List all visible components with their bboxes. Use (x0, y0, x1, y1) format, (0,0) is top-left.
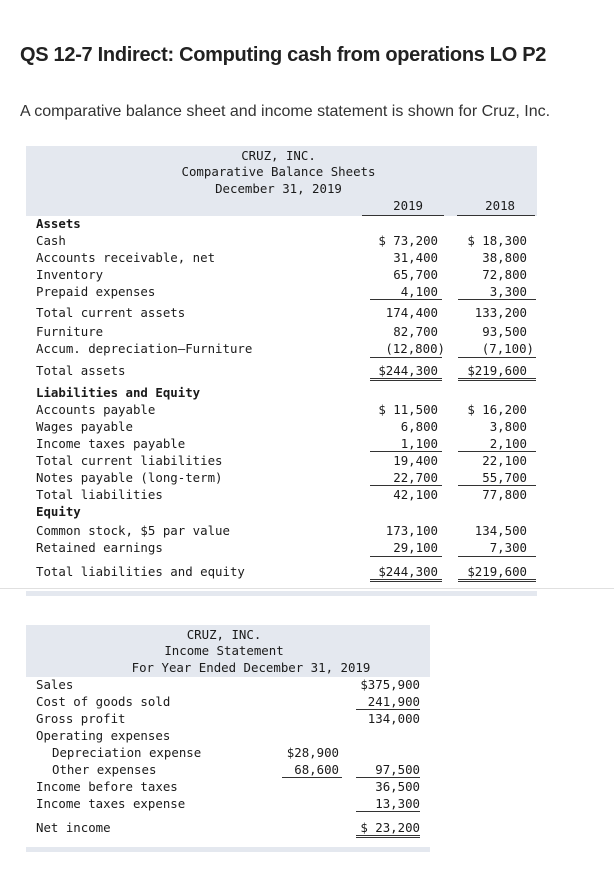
row-value-2019: 82,700 (393, 324, 438, 339)
intro-text: A comparative balance sheet and income statement is shown for Cruz, Inc. (20, 103, 551, 120)
row-label: Total assets (36, 363, 126, 378)
row-value-2018: $ 16,200 (467, 402, 527, 417)
is-other-value: 68,600 (294, 762, 339, 777)
row-label: Accounts payable (36, 402, 156, 417)
is-sales-value: $375,900 (360, 677, 420, 692)
row-value-2018: (7,100) (481, 341, 534, 356)
is-period: For Year Ended December 31, 2019 (131, 660, 371, 675)
row-value-2019: $244,300 (378, 564, 438, 579)
is-net-value: $ 23,200 (360, 820, 420, 835)
row-label: Total current liabilities (36, 453, 223, 468)
row-label: Common stock, $5 par value (36, 523, 230, 538)
row-label: Income taxes payable (36, 436, 186, 451)
row-value-2019: 42,100 (393, 487, 438, 502)
row-label: Retained earnings (36, 540, 163, 555)
row-label: Accounts receivable, net (36, 250, 216, 265)
is-sales-label: Sales (36, 677, 74, 692)
row-value-2019: 173,100 (385, 523, 438, 538)
is-statement-name: Income Statement (164, 643, 284, 658)
is-gross-label: Gross profit (36, 711, 126, 726)
is-pretax-value: 36,500 (375, 779, 420, 794)
row-value-2018: 2,100 (489, 436, 527, 451)
row-value-2018: 134,500 (474, 523, 527, 538)
row-value-2018: 3,300 (489, 284, 527, 299)
row-value-2019: $244,300 (378, 363, 438, 378)
row-value-2019: 19,400 (393, 453, 438, 468)
row-label: Notes payable (long-term) (36, 470, 223, 485)
row-value-2019: 29,100 (393, 540, 438, 555)
row-value-2018: $219,600 (467, 363, 527, 378)
row-label: Total current assets (36, 305, 186, 320)
row-value-2018: $ 18,300 (467, 233, 527, 248)
row-value-2018: 55,700 (482, 470, 527, 485)
is-opex-total: 97,500 (375, 762, 420, 777)
is-opex-heading: Operating expenses (36, 728, 171, 743)
row-value-2019: 65,700 (393, 267, 438, 282)
row-value-2019: $ 11,500 (378, 402, 438, 417)
row-value-2019: 4,100 (400, 284, 438, 299)
row-value-2018: 3,800 (489, 419, 527, 434)
row-label: Cash (36, 233, 66, 248)
bs-company: CRUZ, INC. (241, 148, 316, 163)
row-value-2019: 174,400 (385, 305, 438, 320)
row-value-2018: 77,800 (482, 487, 527, 502)
row-label: Furniture (36, 324, 104, 339)
section-divider (0, 588, 614, 589)
row-value-2018: 93,500 (482, 324, 527, 339)
balance-sheet (26, 146, 537, 598)
is-net-label: Net income (36, 820, 111, 835)
is-gross-value: 134,000 (367, 711, 420, 726)
row-value-2019: (12,800) (385, 341, 445, 356)
col-header-2019: 2019 (393, 198, 423, 213)
row-value-2019: $ 73,200 (378, 233, 438, 248)
row-value-2018: 22,100 (482, 453, 527, 468)
equity-heading: Equity (36, 504, 81, 519)
row-value-2018: 38,800 (482, 250, 527, 265)
page-title: QS 12-7 Indirect: Computing cash from operations LO P2 (20, 44, 547, 66)
col-header-2018: 2018 (485, 198, 515, 213)
row-value-2018: 133,200 (474, 305, 527, 320)
row-value-2019: 31,400 (393, 250, 438, 265)
is-depreciation-label: Depreciation expense (52, 745, 202, 760)
is-depreciation-value: $28,900 (286, 745, 339, 760)
is-tax-value: 13,300 (375, 796, 420, 811)
is-cogs-value: 241,900 (367, 694, 420, 709)
row-value-2018: 7,300 (489, 540, 527, 555)
assets-heading: Assets (36, 216, 81, 231)
row-label: Accum. depreciation—Furniture (36, 341, 253, 356)
row-value-2019: 6,800 (400, 419, 438, 434)
is-company: CRUZ, INC. (186, 627, 262, 642)
liabilities-heading: Liabilities and Equity (36, 385, 201, 400)
row-label: Total liabilities (36, 487, 163, 502)
row-label: Wages payable (36, 419, 133, 434)
is-cogs-label: Cost of goods sold (36, 694, 171, 709)
row-value-2018: $219,600 (467, 564, 527, 579)
row-label: Prepaid expenses (36, 284, 156, 299)
is-tax-label: Income taxes expense (36, 796, 186, 811)
row-label: Inventory (36, 267, 104, 282)
row-value-2018: 72,800 (482, 267, 527, 282)
row-value-2019: 22,700 (393, 470, 438, 485)
bs-date: December 31, 2019 (215, 181, 342, 196)
is-other-label: Other expenses (52, 762, 157, 777)
row-value-2019: 1,100 (400, 436, 438, 451)
row-label: Total liabilities and equity (36, 564, 245, 579)
income-statement (26, 625, 430, 853)
bs-statement-name: Comparative Balance Sheets (181, 164, 376, 179)
is-pretax-label: Income before taxes (36, 779, 178, 794)
